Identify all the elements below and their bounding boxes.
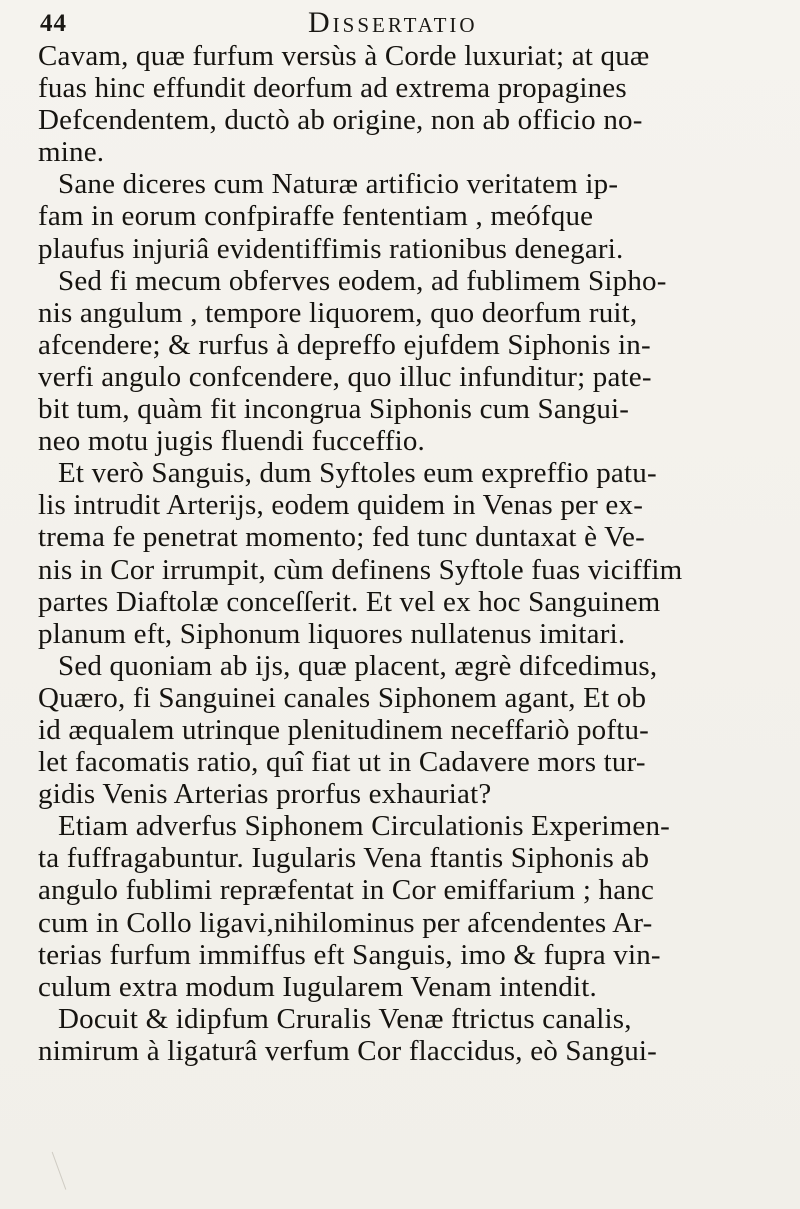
text-line: nimirum à ligaturâ verfum Cor flaccidus, eò Sangui- bbox=[38, 1034, 658, 1067]
text-line: afcendere; & rurfus à depreffo ejufdem Siphonis in- bbox=[38, 328, 651, 361]
text-line: bit tum, quàm fit incongrua Siphonis cum Sangui- bbox=[38, 393, 630, 426]
text-line: Quæro, fi Sanguinei canales Siphonem agant, Et ob bbox=[38, 681, 647, 714]
text-line: id æqualem utrinque plenitudinem neceffariò poftu- bbox=[38, 713, 650, 746]
text-line: verfi angulo confcendere, quo illuc infunditur; pate- bbox=[38, 360, 652, 393]
text-line: Etiam adverfus Siphonem Circulationis Experimen- bbox=[58, 810, 671, 843]
text-line: Sed quoniam ab ijs, quæ placent, ægrè difcedimus, bbox=[58, 649, 658, 682]
text-line: nis in Cor irrumpit, cùm definens Syftole fuas viciffim bbox=[38, 553, 683, 586]
text-line: let facomatis ratio, quî fiat ut in Cadavere mors tur- bbox=[38, 746, 646, 779]
text-line: gidis Venis Arterias prorfus exhauriat? bbox=[38, 778, 492, 811]
text-line: Cavam, quæ furfum versùs à Corde luxuriat; at quæ bbox=[38, 40, 650, 72]
text-line: partes Diaftolæ conceſſerit. Et vel ex hoc Sanguinem bbox=[38, 585, 661, 618]
body-text bbox=[38, 40, 762, 1067]
section-title: Dissertatio bbox=[308, 6, 478, 39]
running-head bbox=[38, 6, 762, 40]
text-line: angulo fublimi repræfentat in Cor emiffarium ; hanc bbox=[38, 874, 655, 907]
text-line: Et verò Sanguis, dum Syftoles eum expreffio patu- bbox=[58, 457, 657, 490]
text-line: mine. bbox=[38, 136, 105, 169]
text-line: fuas hinc effundit deorfum ad extrema propagines bbox=[38, 72, 627, 105]
paper-mark bbox=[52, 1146, 82, 1189]
text-line: ta fuffragabuntur. Iugularis Vena ftantis Siphonis ab bbox=[38, 842, 650, 875]
text-line: nis angulum , tempore liquorem, quo deorfum ruit, bbox=[38, 296, 638, 329]
text-line: culum extra modum Iugularem Venam intendit. bbox=[38, 970, 597, 1003]
text-line: fam in eorum confpiraffe fententiam , meófque bbox=[38, 200, 594, 233]
text-line: plaufus injuriâ evidentiffimis rationibus denegari. bbox=[38, 232, 624, 265]
text-line: terias furfum immiffus eft Sanguis, imo & fupra vin- bbox=[38, 938, 661, 971]
text-line: neo motu jugis fluendi fucceffio. bbox=[38, 425, 425, 458]
text-line: Sed fi mecum obferves eodem, ad fublimem Sipho- bbox=[58, 264, 667, 297]
text-line: lis intrudit Arterijs, eodem quidem in Venas per ex- bbox=[38, 489, 644, 522]
text-line: Defcendentem, ductò ab origine, non ab officio no- bbox=[38, 104, 643, 137]
text-line: trema fe penetrat momento; fed tunc duntaxat è Ve- bbox=[38, 521, 645, 554]
text-line: planum eft, Siphonum liquores nullatenus imitari. bbox=[38, 617, 626, 650]
text-line: Docuit & idipfum Cruralis Venæ ftrictus canalis, bbox=[58, 1002, 632, 1035]
text-line: Sane diceres cum Naturæ artificio veritatem ip- bbox=[58, 168, 619, 201]
page-number: 44 bbox=[40, 10, 67, 37]
text-line: cum in Collo ligavi,nihilominus per afcendentes Ar- bbox=[38, 906, 653, 939]
